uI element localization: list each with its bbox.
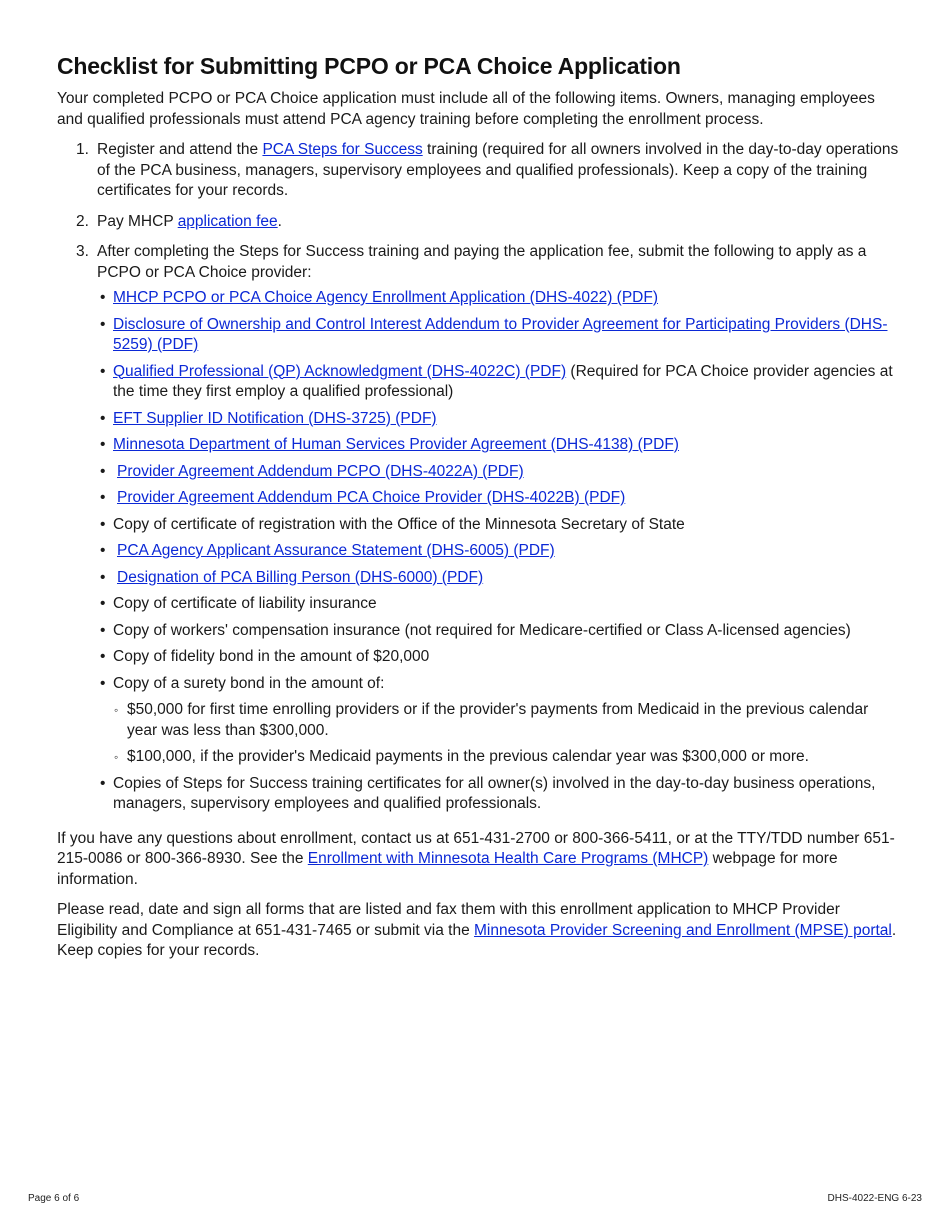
list-item bbox=[97, 541, 902, 562]
page-number: Page 6 of 6 bbox=[28, 1193, 80, 1204]
bullet-icon: • bbox=[100, 315, 106, 333]
step-number: 1. bbox=[76, 141, 89, 158]
bullet-icon: • bbox=[100, 621, 106, 639]
enrollment-application-link[interactable]: MHCP PCPO or PCA Choice Agency Enrollment Application (DHS-4022) (PDF) bbox=[113, 289, 659, 306]
list-item: • Copy of workers' compensation insurance (not required for Medicare-certified or Class A-licensed agencies) bbox=[97, 621, 902, 642]
step-2: 2. Pay MHCP application fee. bbox=[57, 212, 902, 233]
list-item: • Copy of fidelity bond in the amount of $20,000 bbox=[97, 647, 902, 668]
list-item: • Copies of Steps for Success training certificates for all owner(s) involved in the day-to-day business operations, managers, supervisory employees and qualified professionals. bbox=[100, 774, 876, 812]
intro-paragraph: Your completed PCPO or PCA Choice application must include all of the following items. Owners, managing employees and qualified professionals must attend PCA agency training before completing the enrollment process. bbox=[57, 90, 875, 128]
bullet-icon: • bbox=[100, 289, 106, 306]
required-items-list bbox=[97, 288, 902, 815]
mpse-portal-link[interactable]: Minnesota Provider Screening and Enrollment (MPSE) portal bbox=[474, 921, 892, 939]
surety-amounts-list bbox=[113, 700, 902, 768]
form-number: DHS-4022-ENG 6-23 bbox=[827, 1193, 922, 1204]
bullet-icon: • bbox=[100, 648, 106, 665]
billing-person-link[interactable]: Designation of PCA Billing Person (DHS-6000) (PDF) bbox=[117, 568, 484, 586]
assurance-statement-link[interactable]: PCA Agency Applicant Assurance Statement (DHS-6005) (PDF) bbox=[117, 542, 555, 559]
circle-bullet-icon: ◦ bbox=[114, 750, 119, 764]
application-fee-link[interactable]: application fee bbox=[177, 212, 278, 230]
eft-supplier-link[interactable]: EFT Supplier ID Notification (DHS-3725) (PDF) bbox=[113, 409, 437, 427]
step-3: 3. After completing the Steps for Success training and paying the application fee, submit the following to apply as a PCPO or PCA Choice provider: • MHCP PCPO or PCA Choice Agency Enrollment Application (DHS-4022) (PDF) • Disclosure of Ownership and Control Interest Addendum to Provider Agreement for Participating Providers (DHS-5259) (PDF) • Qualified Professional (QP) Acknowledgment (DHS-4022C) (PDF) (Required for PCA Choice provider agencies at the time they first employ a qualified professional) • EFT Supplier ID Notification (DHS-3725) (PDF) • Minnesota Department of Human Services Provider Agreement (DHS-4138) (PDF) • Provider Agreement Addendum PCPO (DHS-4022A) (PDF) • Provider Agreement Addendum PCA Choice Provider (DHS-4022B) (PDF) • Copy of certificate of registration with the Office of the Minnesota Secretary of State • PCA Agency Applicant Assurance Statement (DHS-6005) (PDF) • Designation of PCA Billing Person (DHS-6000) (PDF) • Copy of certificate of liability insurance • Copy of workers' compensation insurance (not required for Medicare-certified or Class A-licensed agencies) • Copy of fidelity bond in the amount of $20,000 • Copy of a surety bond in the amount of: ◦ $50,000 for first time enrolling providers or if the provider's payments from Medicaid in the previous calendar year was less than $300,000. ◦ $100,000, if the provider's Medicaid payments in the previous calendar year was $300,000 or more. • Copies of Steps for Success training certificates for all owner(s) involved in the day-to-day business operations, managers, supervisory employees and qualified professionals. bbox=[57, 242, 902, 815]
list-item bbox=[97, 435, 902, 456]
bullet-icon: • bbox=[100, 409, 106, 427]
circle-bullet-icon: ◦ bbox=[114, 703, 119, 717]
list-item bbox=[97, 409, 902, 430]
bullet-icon: • bbox=[100, 774, 106, 792]
bullet-icon: • bbox=[100, 362, 106, 380]
list-item: • Qualified Professional (QP) Acknowledgment (DHS-4022C) (PDF) (Required for PCA Choice provider agencies at the time they first employ a qualified professional) bbox=[100, 362, 893, 400]
addendum-pcpo-link[interactable]: Provider Agreement Addendum PCPO (DHS-4022A) (PDF) bbox=[117, 462, 524, 480]
steps-list bbox=[57, 140, 902, 815]
bullet-icon: • bbox=[100, 542, 106, 559]
list-item: • Copy of certificate of liability insurance bbox=[97, 594, 902, 615]
qp-acknowledgment-link[interactable]: Qualified Professional (QP) Acknowledgment (DHS-4022C) (PDF) bbox=[113, 362, 567, 380]
list-item: • Copy of certificate of registration with the Office of the Minnesota Secretary of State bbox=[97, 515, 902, 536]
list-item bbox=[97, 288, 902, 309]
list-item bbox=[97, 568, 902, 589]
list-item bbox=[97, 315, 902, 356]
page-title: Checklist for Submitting PCPO or PCA Choice Application bbox=[57, 53, 681, 79]
bullet-icon: • bbox=[100, 489, 106, 506]
pca-steps-for-success-link[interactable]: PCA Steps for Success bbox=[262, 141, 423, 158]
sub-list-item: ◦ $50,000 for first time enrolling providers or if the provider's payments from Medicaid in the previous calendar year was less than $300,000. bbox=[114, 701, 869, 739]
bullet-icon: • bbox=[100, 595, 106, 612]
list-item bbox=[97, 488, 902, 509]
step-1: 1. Register and attend the PCA Steps for Success training (required for all owners involved in the day-to-day operations of the PCA business, managers, supervisory employees and qualified professionals). Keep a copy of the training certificates for your records. bbox=[76, 141, 899, 199]
mhcp-enrollment-link[interactable]: Enrollment with Minnesota Health Care Programs (MHCP) bbox=[307, 850, 709, 867]
addendum-pca-choice-link[interactable]: Provider Agreement Addendum PCA Choice Provider (DHS-4022B) (PDF) bbox=[117, 489, 626, 506]
provider-agreement-link[interactable]: Minnesota Department of Human Services Provider Agreement (DHS-4138) (PDF) bbox=[113, 436, 679, 453]
bullet-icon: • bbox=[100, 436, 106, 453]
bullet-icon: • bbox=[100, 568, 106, 586]
closing-paragraph: Please read, date and sign all forms that are listed and fax them with this enrollment application to MHCP Provider Eligibility and Compliance at 651-431-7465 or submit via the Minnesota Provider Screening and Enrollment (MPSE) portal. Keep copies for your records. bbox=[57, 901, 897, 959]
bullet-icon: • bbox=[100, 462, 106, 480]
list-item bbox=[97, 462, 902, 483]
disclosure-ownership-link[interactable]: Disclosure of Ownership and Control Interest Addendum to Provider Agreement for Participating Providers (DHS-5259) (PDF) bbox=[113, 315, 888, 353]
bullet-icon: • bbox=[100, 674, 106, 692]
bullet-icon: • bbox=[100, 515, 106, 533]
sub-list-item: ◦ $100,000, if the provider's Medicaid payments in the previous calendar year was $300,000 or more. bbox=[113, 747, 902, 768]
document-page bbox=[57, 52, 902, 972]
step-number: 2. bbox=[76, 212, 89, 230]
list-item: • Copy of a surety bond in the amount of: ◦ $50,000 for first time enrolling providers or if the provider's payments from Medicaid in the previous calendar year was less than $300,000. ◦ $100,000, if the provider's Medicaid payments in the previous calendar year was $300,000 or more. bbox=[97, 674, 902, 768]
step-number: 3. bbox=[76, 243, 89, 260]
contact-paragraph: If you have any questions about enrollment, contact us at 651-431-2700 or 800-366-5411, or at the TTY/TDD number 651-215-0086 or 800-366-8930. See the Enrollment with Minnesota Health Care Programs (MHCP) webpage for more information. bbox=[57, 829, 895, 888]
